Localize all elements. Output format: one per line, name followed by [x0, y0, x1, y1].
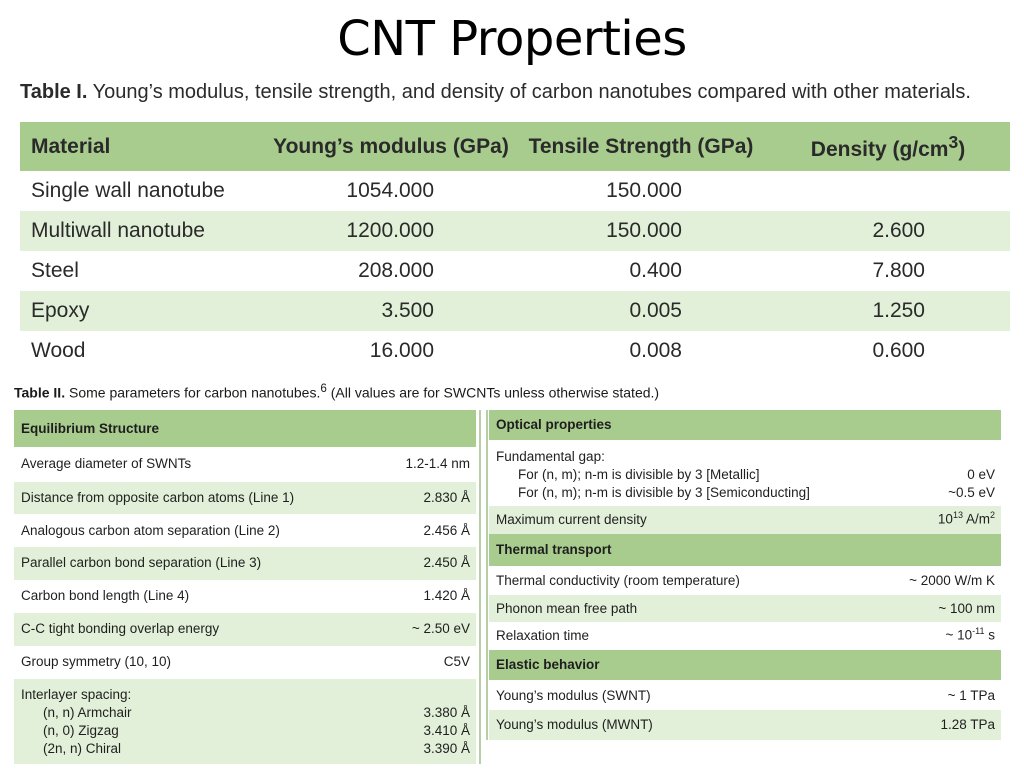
table-row: [20, 211, 1010, 251]
param-label: C-C tight bonding overlap energy: [21, 621, 220, 636]
equilibrium-structure-panel: [14, 408, 476, 764]
header-density-close: ): [958, 137, 966, 161]
table-row: [20, 291, 1010, 331]
cell-tensile: 0.005: [516, 291, 766, 331]
param-value: 2.450 Å: [423, 555, 470, 570]
table-row: [20, 251, 1010, 291]
elastic-label: Young’s modulus (SWNT): [496, 688, 651, 703]
current-density-row: [489, 506, 1001, 534]
cell-tensile: 0.400: [629, 259, 682, 282]
interlayer-zigzag-value: 3.410 Å: [423, 723, 470, 738]
cell-density: 1.250: [766, 291, 1010, 331]
equilibrium-structure-title: Equilibrium Structure: [21, 421, 160, 436]
gap-metallic-label: For (n, m); n-m is divisible by 3 [Metallic]: [518, 467, 760, 482]
materials-comparison-table: [20, 122, 1010, 371]
panel-divider: [486, 410, 488, 740]
interlayer-spacing-title: Interlayer spacing:: [21, 687, 132, 702]
interlayer-chiral-value: 3.390 Å: [423, 741, 470, 756]
elastic-row: [489, 680, 1001, 710]
table2-caption-label: Table II.: [14, 384, 66, 401]
optical-properties-header: [489, 410, 1001, 440]
interlayer-armchair-label: (n, n) Armchair: [43, 705, 132, 720]
param-label: Parallel carbon bond separation (Line 3): [21, 555, 262, 570]
cell-material: Multiwall nanotube: [20, 211, 266, 251]
current-density-exp: 13: [952, 510, 963, 520]
interlayer-spacing-row: [14, 679, 476, 764]
param-row: [14, 447, 476, 482]
cell-youngs: 16.000: [369, 339, 434, 362]
table2-caption-text: Some parameters for carbon nanotubes.: [68, 384, 321, 401]
gap-semiconducting-value: ~0.5 eV: [948, 485, 995, 500]
param-value: 1.2-1.4 nm: [405, 456, 470, 471]
param-label: Carbon bond length (Line 4): [21, 588, 190, 603]
thermal-conductivity-label: Thermal conductivity (room temperature): [496, 573, 740, 588]
equilibrium-structure-header: [14, 410, 476, 447]
table-header-row: [20, 122, 1010, 171]
param-value: ~ 2.50 eV: [411, 621, 470, 636]
optical-properties-title: Optical properties: [496, 417, 612, 432]
cell-material: Wood: [31, 339, 86, 362]
cell-material: Single wall nanotube: [31, 179, 225, 202]
table2-caption: [14, 380, 674, 402]
relaxation-time-label: Relaxation time: [496, 628, 590, 643]
cell-density: 0.600: [872, 339, 925, 362]
param-value: 2.456 Å: [423, 523, 470, 538]
phonon-path-label: Phonon mean free path: [496, 601, 638, 616]
header-material: Material: [20, 122, 266, 171]
phonon-path-row: [489, 595, 1001, 622]
thermal-conductivity-value: ~ 2000 W/m K: [909, 573, 995, 588]
elastic-row: [489, 710, 1001, 740]
interlayer-spacing-labels: [21, 686, 132, 758]
cell-youngs: 1054.000: [346, 179, 434, 202]
header-youngs-modulus: Young’s modulus (GPa): [266, 122, 516, 171]
elastic-behavior-title: Elastic behavior: [496, 657, 600, 672]
cell-youngs: 208.000: [358, 259, 434, 282]
thermal-transport-title: Thermal transport: [496, 542, 612, 557]
param-value: C5V: [443, 654, 470, 669]
current-density-value: [938, 510, 995, 527]
fundamental-gap-row: [489, 440, 1001, 506]
fundamental-gap-labels: [496, 448, 810, 502]
param-row: [14, 482, 476, 514]
elastic-value: 1.28 TPa: [940, 717, 995, 732]
param-label: Group symmetry (10, 10): [21, 654, 172, 669]
param-label: Analogous carbon atom separation (Line 2): [21, 523, 280, 538]
thermal-conductivity-row: [489, 566, 1001, 595]
relaxation-time-value: [945, 626, 995, 643]
cell-density: 7.800: [872, 259, 925, 282]
table-row: [20, 171, 1010, 211]
header-density-text: Density (g/cm: [810, 137, 949, 161]
interlayer-zigzag-label: (n, 0) Zigzag: [43, 723, 119, 738]
cell-tensile: 150.000: [606, 179, 682, 202]
param-row: [14, 613, 476, 646]
param-label: Distance from opposite carbon atoms (Line 1): [21, 490, 295, 505]
param-label: Average diameter of SWNTs: [21, 456, 192, 471]
current-density-base: 10: [937, 511, 953, 527]
header-density-sup: 3: [948, 131, 959, 152]
current-density-label: Maximum current density: [496, 512, 647, 527]
elastic-value: ~ 1 TPa: [947, 688, 995, 703]
elastic-behavior-header: [489, 650, 1001, 680]
relaxation-time-row: [489, 622, 1001, 650]
thermal-transport-header: [489, 534, 1001, 566]
table1-caption-text: Young’s modulus, tensile strength, and density of carbon nanotubes compared with other materials.: [92, 81, 971, 103]
fundamental-gap-title: Fundamental gap:: [496, 449, 605, 464]
table1-caption-label: Table I.: [20, 81, 88, 103]
table2-caption-ref: 6: [320, 382, 327, 395]
table1-caption: [20, 80, 1015, 104]
relaxation-time-prefix: ~ 10: [945, 627, 973, 643]
header-density: [766, 122, 1010, 171]
param-value: 2.830 Å: [423, 490, 470, 505]
cell-material: Steel: [31, 259, 79, 282]
elastic-label: Young’s modulus (MWNT): [496, 717, 653, 732]
panel-divider: [479, 410, 481, 764]
interlayer-chiral-label: (2n, n) Chiral: [43, 741, 122, 756]
fundamental-gap-values: [948, 466, 995, 502]
table-row: [20, 331, 1010, 371]
interlayer-armchair-value: 3.380 Å: [423, 705, 470, 720]
cell-density: [766, 171, 1010, 211]
interlayer-spacing-values: [423, 704, 470, 758]
current-density-unit: A/m: [962, 511, 990, 527]
slide-title: CNT Properties: [337, 11, 687, 67]
current-density-unit-exp: 2: [989, 510, 995, 520]
gap-semiconducting-label: For (n, m); n-m is divisible by 3 [Semiconducting]: [518, 485, 810, 500]
param-row: [14, 547, 476, 580]
header-tensile-strength: Tensile Strength (GPa): [516, 122, 766, 171]
cell-tensile: 0.008: [629, 339, 682, 362]
gap-metallic-value: 0 eV: [967, 467, 995, 482]
table2-caption-note: (All values are for SWCNTs unless otherwise stated.): [330, 384, 660, 401]
param-row: [14, 580, 476, 613]
param-row: [14, 646, 476, 679]
param-row: [14, 514, 476, 547]
cell-material: Epoxy: [20, 291, 266, 331]
relaxation-time-exp: -11: [972, 626, 985, 636]
cell-youngs: 3.500: [266, 291, 516, 331]
cell-youngs: 1200.000: [266, 211, 516, 251]
cell-density: 2.600: [766, 211, 1010, 251]
properties-panel: [489, 410, 1001, 740]
relaxation-time-unit: s: [984, 627, 995, 643]
param-value: 1.420 Å: [423, 588, 470, 603]
phonon-path-value: ~ 100 nm: [938, 601, 995, 616]
cell-tensile: 150.000: [516, 211, 766, 251]
